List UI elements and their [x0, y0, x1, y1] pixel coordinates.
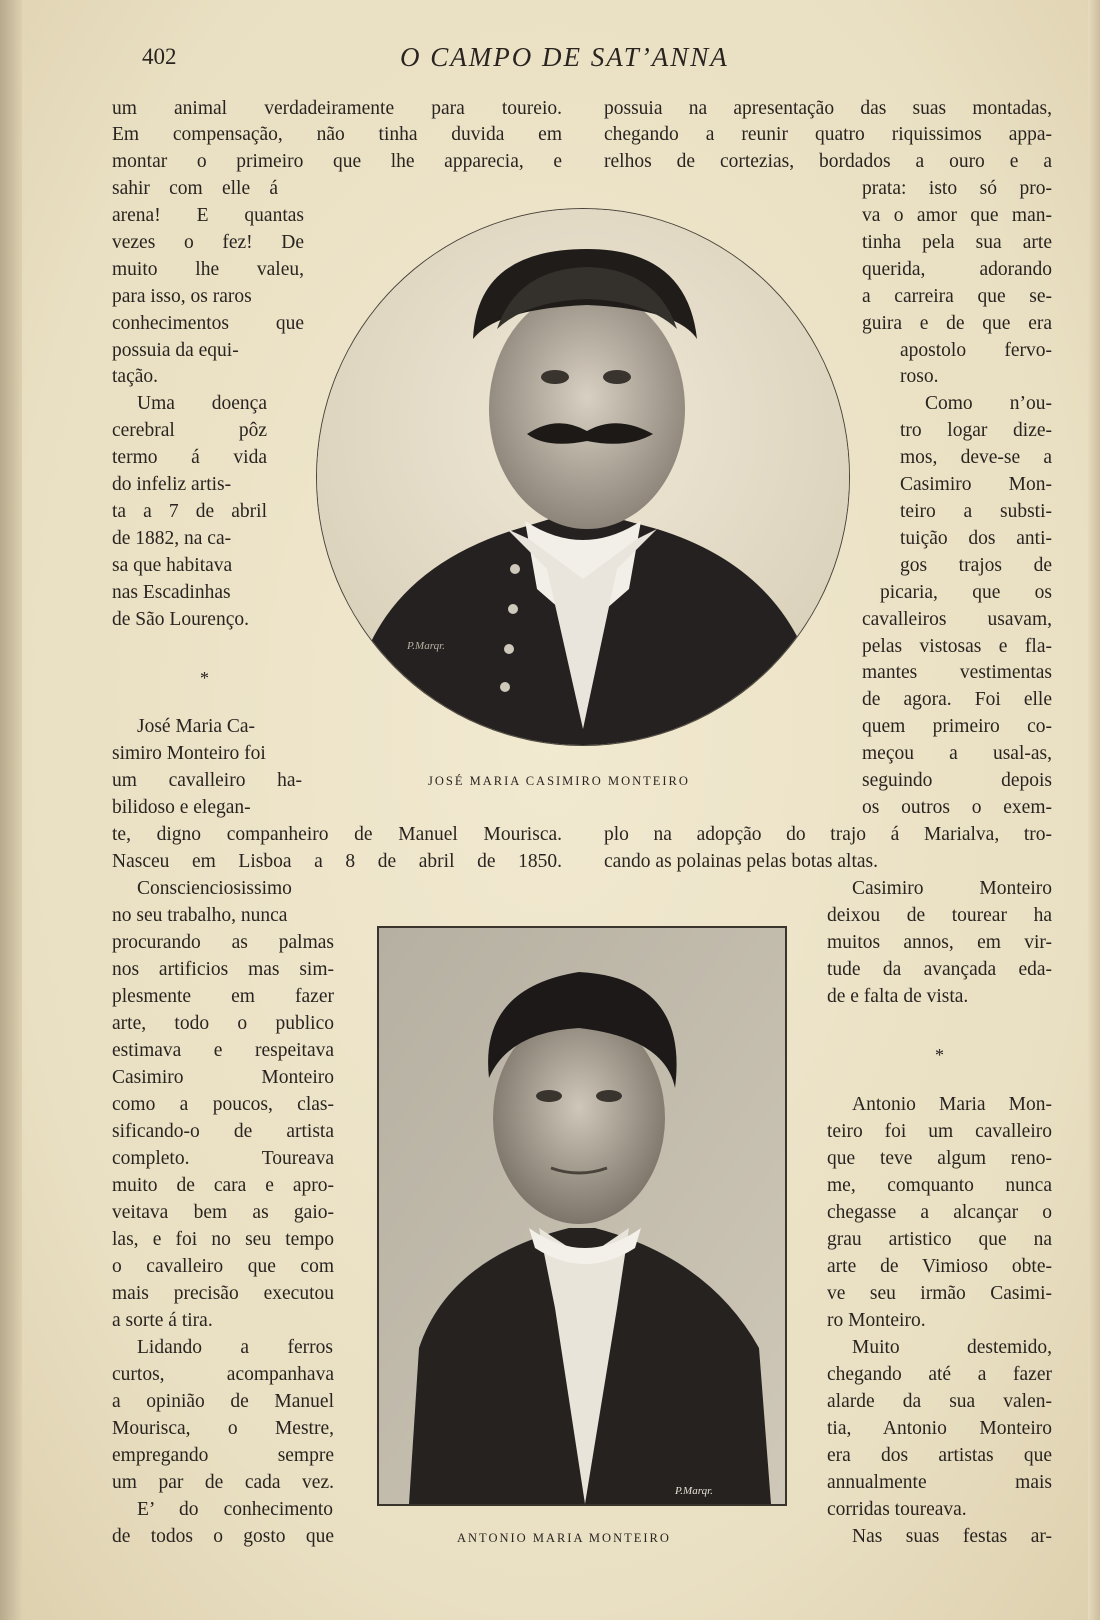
engraver-signature-1: P.Marqr.: [407, 640, 445, 652]
text-line: cando as polainas pelas botas altas.: [604, 851, 878, 872]
text-line: a sorte á tira.: [112, 1310, 213, 1331]
page-edge: [1088, 0, 1100, 1620]
text-line: teiro a substi-: [900, 501, 1052, 522]
text-line: nas Escadinhas: [112, 582, 231, 603]
text-line: possuia na apresentação das suas montadas,: [604, 98, 1052, 119]
text-line: conhecimentos que: [112, 313, 304, 334]
section-divider-star: *: [935, 1045, 944, 1065]
text-line: tro logar dize-: [900, 420, 1052, 441]
text-line: tude da avançada eda-: [827, 959, 1052, 980]
text-line: mos, deve-se a: [900, 447, 1052, 468]
text-line: picaria, que os: [880, 582, 1052, 603]
text-line: que teve algum reno-: [827, 1148, 1052, 1169]
text-line: um par de cada vez.: [112, 1472, 334, 1493]
text-line: Conscienciosissimo: [137, 878, 292, 899]
text-line: a opinião de Manuel: [112, 1391, 334, 1412]
text-line: plo na adopção do trajo á Marialva, tro-: [604, 824, 1052, 845]
text-line: Lidando a ferros: [137, 1337, 333, 1358]
text-line: de 1882, na ca-: [112, 528, 232, 549]
text-line: estimava e respeitava: [112, 1040, 334, 1061]
text-line: de agora. Foi elle: [862, 689, 1052, 710]
text-line: curtos, acompanhava: [112, 1364, 334, 1385]
text-line: ro Monteiro.: [827, 1310, 926, 1331]
text-line: muito lhe valeu,: [112, 259, 304, 280]
text-line: me, comquanto nunca: [827, 1175, 1052, 1196]
text-line: Muito destemido,: [852, 1337, 1052, 1358]
text-line: E’ do conhecimento: [137, 1499, 333, 1520]
text-line: pelas vistosas e fla-: [862, 636, 1052, 657]
text-line: um animal verdadeiramente para toureio.: [112, 98, 562, 119]
running-title: O CAMPO DE SAT’ANNA: [400, 42, 729, 72]
text-line: chegando até a fazer: [827, 1364, 1052, 1385]
text-line: chegasse a alcançar o: [827, 1202, 1052, 1223]
text-line: nos artificios mas sim-: [112, 959, 334, 980]
text-line: no seu trabalho, nunca: [112, 905, 288, 926]
text-line: montar o primeiro que lhe apparecia, e: [112, 151, 562, 172]
section-divider-star: *: [200, 668, 209, 688]
text-line: termo á vida: [112, 447, 267, 468]
text-line: gos trajos de: [900, 555, 1052, 576]
text-line: mantes vestimentas: [862, 662, 1052, 683]
page-number: 402: [142, 44, 177, 69]
text-line: plesmente em fazer: [112, 986, 334, 1007]
portrait-jose-maria-casimiro-monteiro: [317, 209, 849, 745]
text-line: para isso, os raros: [112, 286, 252, 307]
text-line: mais precisão executou: [112, 1283, 334, 1304]
text-line: relhos de cortezias, bordados a ouro e a: [604, 151, 1052, 172]
text-line: Casimiro Mon-: [900, 474, 1052, 495]
text-line: possuia da equi-: [112, 340, 239, 361]
portrait2-caption: ANTONIO MARIA MONTEIRO: [457, 1531, 671, 1545]
text-line: era dos artistas que: [827, 1445, 1052, 1466]
text-line: do infeliz artis-: [112, 474, 232, 495]
text-line: Antonio Maria Mon-: [852, 1094, 1052, 1115]
text-line: Nas suas festas ar-: [852, 1526, 1052, 1547]
text-line: alarde da sua valen-: [827, 1391, 1052, 1412]
text-line: guira e de que era: [862, 313, 1052, 334]
text-line: muitos annos, em vir-: [827, 932, 1052, 953]
text-line: bilidoso e elegan-: [112, 797, 251, 818]
text-line: tinha pela sua arte: [862, 232, 1052, 253]
text-line: como a poucos, clas-: [112, 1094, 334, 1115]
running-header: [0, 40, 1100, 80]
text-line: cerebral pôz: [112, 420, 267, 441]
text-line: o cavalleiro que com: [112, 1256, 334, 1277]
text-line: tuição dos anti-: [900, 528, 1052, 549]
text-line: quem primeiro co-: [862, 716, 1052, 737]
text-line: empregando sempre: [112, 1445, 334, 1466]
page-gutter: [0, 0, 22, 1620]
text-line: va o amor que man-: [862, 205, 1052, 226]
text-line: sahir com elle á: [112, 178, 278, 199]
text-line: cavalleiros usavam,: [862, 609, 1052, 630]
text-line: completo. Toureava: [112, 1148, 334, 1169]
text-line: de São Lourenço.: [112, 609, 249, 630]
text-line: prata: isto só pro-: [862, 178, 1052, 199]
text-line: os outros o exem-: [862, 797, 1052, 818]
portrait1-caption: JOSÉ MARIA CASIMIRO MONTEIRO: [428, 774, 690, 788]
text-line: chegando a reunir quatro riquissimos appa-: [604, 124, 1052, 145]
text-line: arte de Vimioso obte-: [827, 1256, 1052, 1277]
text-line: vezes o fez! De: [112, 232, 304, 253]
text-line: arte, todo o publico: [112, 1013, 334, 1034]
text-line: Casimiro Monteiro: [112, 1067, 334, 1088]
text-line: meçou a usal-as,: [862, 743, 1052, 764]
text-line: grau artistico que na: [827, 1229, 1052, 1250]
text-line: Em compensação, não tinha duvida em: [112, 124, 562, 145]
text-line: las, e foi no seu tempo: [112, 1229, 334, 1250]
text-line: Casimiro Monteiro: [852, 878, 1052, 899]
text-line: te, digno companheiro de Manuel Mourisca.: [112, 824, 562, 845]
text-line: sa que habitava: [112, 555, 233, 576]
text-line: deixou de tourear ha: [827, 905, 1052, 926]
text-line: annualmente mais: [827, 1472, 1052, 1493]
text-line: teiro foi um cavalleiro: [827, 1121, 1052, 1142]
text-line: muito de cara e apro-: [112, 1175, 334, 1196]
text-line: tia, Antonio Monteiro: [827, 1418, 1052, 1439]
text-line: sificando-o de artista: [112, 1121, 334, 1142]
text-line: ta a 7 de abril: [112, 501, 267, 522]
text-line: querida, adorando: [862, 259, 1052, 280]
text-line: apostolo fervo-: [900, 340, 1052, 361]
text-line: Como n’ou-: [925, 393, 1052, 414]
text-line: um cavalleiro ha-: [112, 770, 302, 791]
text-line: de todos o gosto que: [112, 1526, 334, 1547]
text-line: a carreira que se-: [862, 286, 1052, 307]
text-line: roso.: [900, 366, 939, 387]
text-line: procurando as palmas: [112, 932, 334, 953]
text-line: tação.: [112, 366, 159, 387]
text-line: Mourisca, o Mestre,: [112, 1418, 334, 1439]
text-line: veitava bem as gaio-: [112, 1202, 334, 1223]
text-line: arena! E quantas: [112, 205, 304, 226]
text-line: corridas toureava.: [827, 1499, 967, 1520]
text-line: de e falta de vista.: [827, 986, 969, 1007]
text-line: Nasceu em Lisboa a 8 de abril de 1850.: [112, 851, 562, 872]
text-line: Uma doença: [137, 393, 267, 414]
portrait-photo-2: [379, 928, 785, 1504]
engraver-signature-2: P.Marqr.: [675, 1485, 713, 1497]
portrait-antonio-maria-monteiro: [377, 926, 787, 1506]
portrait-photo-1: [317, 209, 849, 745]
text-line: seguindo depois: [862, 770, 1052, 791]
text-line: simiro Monteiro foi: [112, 743, 266, 764]
text-line: ve seu irmão Casimi-: [827, 1283, 1052, 1304]
text-line: José Maria Ca-: [137, 716, 256, 737]
